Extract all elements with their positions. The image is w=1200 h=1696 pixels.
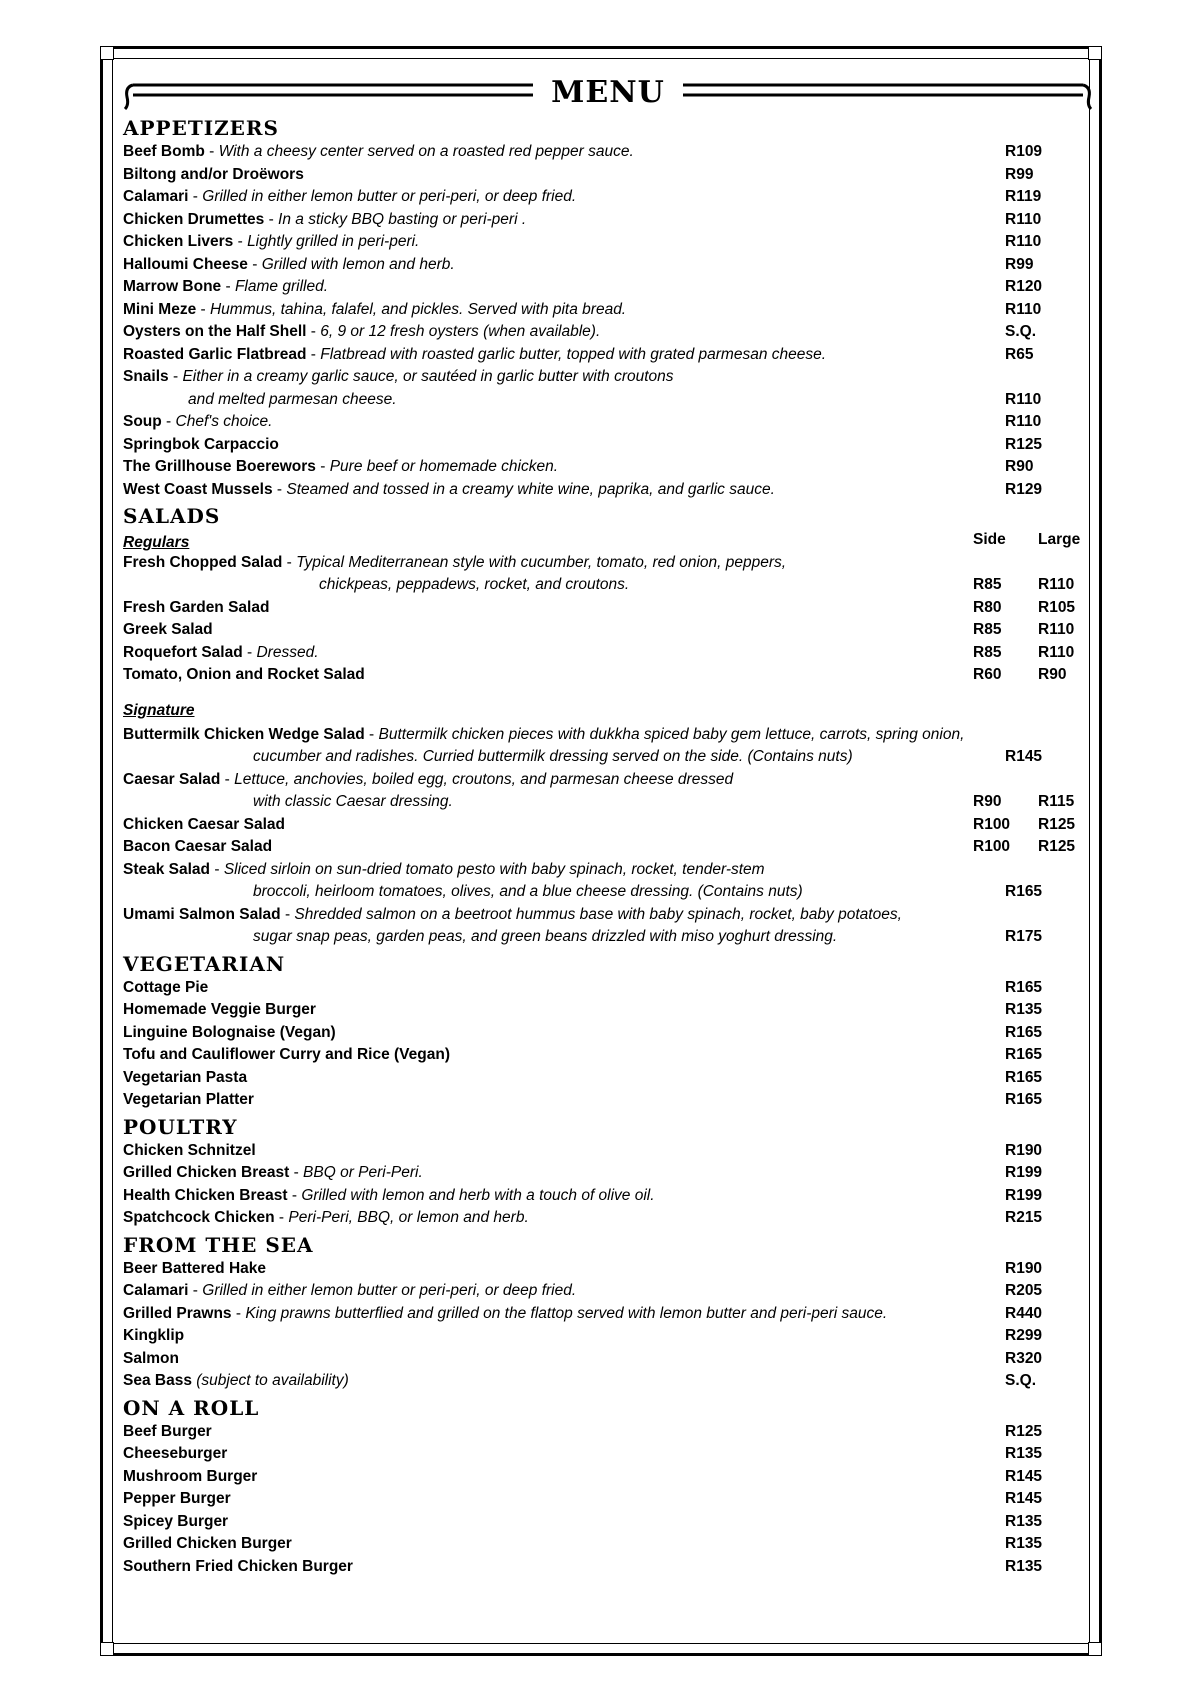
item-description: With a cheesy center served on a roasted red pepper sauce. bbox=[218, 143, 634, 160]
item-price-side: R85 bbox=[973, 576, 1002, 593]
menu-item bbox=[123, 664, 1093, 687]
item-name: West Coast Mussels bbox=[123, 480, 273, 498]
item-price-side: R100 bbox=[973, 838, 1011, 855]
item-description: Flatbread with roasted garlic butter, topped with grated parmesan cheese. bbox=[320, 345, 827, 363]
menu-item: Beef Bomb - With a cheesy center served on a roasted red pepper sauce. R109 bbox=[123, 141, 1093, 164]
large-column-label: Large bbox=[1038, 531, 1081, 548]
item-description: broccoli, heirloom tomatoes, olives, and a blue cheese dressing. (Contains nuts) bbox=[253, 883, 803, 900]
section-heading-vegetarian: VEGETARIAN bbox=[123, 951, 286, 976]
item-price: R165 bbox=[1005, 1023, 1043, 1041]
item-price-large: R110 bbox=[1038, 621, 1075, 638]
menu-item bbox=[123, 1140, 1093, 1163]
item-name: Grilled Chicken Breast bbox=[123, 1164, 290, 1181]
menu-item: Halloumi Cheese - Grilled with lemon and herb. R99 bbox=[123, 254, 1093, 277]
item-price: R145 bbox=[1005, 1490, 1043, 1507]
item-description: Grilled with lemon and herb. bbox=[261, 255, 455, 273]
item-name: Sea Bass bbox=[123, 1372, 192, 1389]
item-description: Peri-Peri, BBQ, or lemon and herb. bbox=[288, 1209, 529, 1226]
item-name: Grilled Chicken Burger bbox=[123, 1535, 292, 1552]
item-name: Chicken Livers bbox=[123, 233, 234, 250]
item-price: R165 bbox=[1005, 1091, 1043, 1108]
section-heading-on-a-roll: ON A ROLL bbox=[123, 1395, 260, 1420]
salads-regulars-header bbox=[123, 529, 1093, 552]
item-description: sugar snap peas, garden peas, and green beans drizzled with miso yoghurt dressing. bbox=[253, 928, 838, 945]
menu-item bbox=[123, 1466, 1093, 1489]
item-name: Southern Fried Chicken Burger bbox=[123, 1557, 353, 1575]
item-description: Sliced sirloin on sun-dried tomato pesto with baby spinach, rocket, tender-stem bbox=[223, 860, 765, 878]
item-name: Buttermilk Chicken Wedge Salad bbox=[123, 725, 365, 743]
item-name: Biltong and/or Droëwors bbox=[123, 165, 304, 183]
item-name: Calamari bbox=[123, 188, 189, 205]
item-name: Roquefort Salad bbox=[123, 643, 243, 661]
item-price: R110 bbox=[1005, 413, 1042, 430]
item-name: Beer Battered Hake bbox=[123, 1259, 267, 1277]
menu-item: Snails - Either in a creamy garlic sauce, or sautéed in garlic butter with croutons bbox=[123, 368, 674, 385]
item-description: BBQ or Peri-Peri. bbox=[303, 1164, 423, 1181]
item-description: 6, 9 or 12 fresh oysters (when available). bbox=[320, 323, 601, 340]
item-price: R125 bbox=[1005, 1422, 1043, 1440]
item-name: Cheeseburger bbox=[123, 1445, 228, 1462]
item-name: Vegetarian Platter bbox=[123, 1091, 254, 1108]
item-price: R65 bbox=[1005, 345, 1034, 363]
menu-item bbox=[123, 1370, 1093, 1393]
menu-item bbox=[123, 434, 1093, 457]
item-description: chickpeas, peppadews, rocket, and croutons. bbox=[319, 576, 630, 593]
item-name: Spatchcock Chicken bbox=[123, 1209, 275, 1226]
item-name: Pepper Burger bbox=[123, 1490, 231, 1507]
item-price: R135 bbox=[1005, 1535, 1043, 1552]
item-price: R135 bbox=[1005, 1557, 1043, 1575]
item-price: R135 bbox=[1005, 1445, 1043, 1462]
item-price: R320 bbox=[1005, 1349, 1043, 1367]
menu-item bbox=[123, 1488, 1093, 1511]
item-name: Umami Salmon Salad bbox=[123, 905, 281, 923]
item-description: and melted parmesan cheese. bbox=[188, 390, 397, 408]
menu-item: Roasted Garlic Flatbread - Flatbread with roasted garlic butter, topped with grated parmesan cheese. R65 bbox=[123, 344, 1093, 367]
item-price-side: R60 bbox=[973, 666, 1002, 683]
regular-salads-list bbox=[123, 552, 1093, 687]
item-name: Chicken Schnitzel bbox=[123, 1141, 256, 1159]
item-description: Grilled in either lemon butter or peri-peri, or deep fried. bbox=[202, 1282, 577, 1299]
item-name: Chicken Caesar Salad bbox=[123, 815, 285, 833]
side-column-label: Side bbox=[973, 531, 1006, 548]
seafood-list bbox=[123, 1258, 1093, 1393]
item-name: Tofu and Cauliflower Curry and Rice (Vegan) bbox=[123, 1046, 450, 1063]
border-corner bbox=[1088, 1642, 1102, 1656]
item-name: Beef Burger bbox=[123, 1422, 212, 1440]
menu-item-continued bbox=[123, 746, 1093, 769]
item-price: R99 bbox=[1005, 255, 1034, 273]
item-price: R109 bbox=[1005, 143, 1043, 160]
menu-item-continued bbox=[123, 574, 1093, 597]
menu-item bbox=[123, 1325, 1093, 1348]
item-description: Grilled in either lemon butter or peri-peri, or deep fried. bbox=[202, 188, 577, 205]
item-price-large: R110 bbox=[1038, 576, 1075, 593]
item-price: R215 bbox=[1005, 1209, 1043, 1226]
item-price-side: R85 bbox=[973, 621, 1002, 638]
item-price: R129 bbox=[1005, 480, 1043, 498]
item-price: R165 bbox=[1005, 883, 1043, 900]
menu-item: Calamari - Grilled in either lemon butter or peri-peri, or deep fried. R119 bbox=[123, 186, 1093, 209]
item-price: R205 bbox=[1005, 1282, 1043, 1299]
menu-item bbox=[123, 1089, 1093, 1112]
burgers-list bbox=[123, 1421, 1093, 1579]
menu-item: Buttermilk Chicken Wedge Salad - Buttermilk chicken pieces with dukkha spiced baby gem lettuce, carrots, spring onion, bbox=[123, 725, 965, 743]
item-name: Roasted Garlic Flatbread bbox=[123, 345, 307, 363]
item-name: Homemade Veggie Burger bbox=[123, 1001, 316, 1018]
item-name: Kingklip bbox=[123, 1327, 185, 1344]
item-name: Bacon Caesar Salad bbox=[123, 838, 273, 855]
item-price: R199 bbox=[1005, 1164, 1043, 1181]
item-description: Buttermilk chicken pieces with dukkha spiced baby gem lettuce, carrots, spring onion, bbox=[378, 725, 965, 743]
menu-item bbox=[123, 1258, 1093, 1281]
menu-item bbox=[123, 1067, 1093, 1090]
menu-item: Oysters on the Half Shell - 6, 9 or 12 fresh oysters (when available). S.Q. bbox=[123, 321, 1093, 344]
menu-item bbox=[123, 1421, 1093, 1444]
menu-item: Mini Meze - Hummus, tahina, falafel, and pickles. Served with pita bread. R110 bbox=[123, 299, 1093, 322]
item-price: R145 bbox=[1005, 1467, 1043, 1485]
item-price-large: R125 bbox=[1038, 815, 1076, 833]
section-heading-from-the-sea: FROM THE SEA bbox=[123, 1232, 314, 1257]
menu-item bbox=[123, 1533, 1093, 1556]
menu-item: Umami Salmon Salad - Shredded salmon on a beetroot hummus base with baby spinach, rocket, baby potatoes, bbox=[123, 905, 902, 923]
item-name: Vegetarian Pasta bbox=[123, 1068, 248, 1086]
regulars-label: Regulars bbox=[123, 534, 190, 551]
item-price: R145 bbox=[1005, 748, 1043, 765]
item-price: R99 bbox=[1005, 165, 1034, 183]
item-price: R190 bbox=[1005, 1141, 1043, 1159]
item-price: R110 bbox=[1005, 390, 1042, 408]
menu-item bbox=[123, 619, 1093, 642]
menu-item: Health Chicken Breast - Grilled with lemon and herb with a touch of olive oil. R199 bbox=[123, 1185, 1093, 1208]
item-price: S.Q. bbox=[1005, 323, 1037, 340]
item-description: Grilled with lemon and herb with a touch of olive oil. bbox=[301, 1186, 655, 1204]
item-name: The Grillhouse Boerewors bbox=[123, 458, 316, 475]
menu-item-continued bbox=[123, 791, 1093, 814]
item-price-side: R100 bbox=[973, 815, 1011, 833]
item-price: R199 bbox=[1005, 1186, 1043, 1204]
menu-item bbox=[123, 836, 1093, 859]
menu-item: Grilled Chicken Breast - BBQ or Peri-Peri. R199 bbox=[123, 1162, 1093, 1185]
item-description: King prawns butterflied and grilled on the flattop served with lemon butter and peri-peri sauce. bbox=[245, 1304, 888, 1322]
section-heading-appetizers: APPETIZERS bbox=[123, 116, 279, 140]
menu-item bbox=[123, 999, 1093, 1022]
item-price: R165 bbox=[1005, 1046, 1043, 1063]
item-price-large: R105 bbox=[1038, 598, 1076, 616]
item-name: Salmon bbox=[123, 1349, 179, 1367]
item-price: R165 bbox=[1005, 1068, 1043, 1086]
item-price-large: R115 bbox=[1038, 793, 1075, 810]
menu-item bbox=[123, 597, 1093, 620]
item-price: R175 bbox=[1005, 928, 1043, 945]
item-price-large: R110 bbox=[1038, 643, 1075, 661]
item-price: R135 bbox=[1005, 1512, 1043, 1530]
item-name: Halloumi Cheese bbox=[123, 255, 248, 273]
item-price: R299 bbox=[1005, 1327, 1043, 1344]
menu-item bbox=[123, 1022, 1093, 1045]
menu-item bbox=[123, 1556, 1093, 1579]
menu-item: Marrow Bone - Flame grilled. R120 bbox=[123, 276, 1093, 299]
item-price-large: R125 bbox=[1038, 838, 1076, 855]
item-name: Steak Salad bbox=[123, 860, 211, 878]
item-name: Mini Meze bbox=[123, 300, 197, 318]
item-name: Linguine Bolognaise (Vegan) bbox=[123, 1023, 336, 1041]
item-description: Flame grilled. bbox=[234, 278, 328, 295]
menu-item: The Grillhouse Boerewors - Pure beef or homemade chicken. R90 bbox=[123, 456, 1093, 479]
item-description: Hummus, tahina, falafel, and pickles. Served with pita bread. bbox=[209, 300, 627, 318]
item-name: Soup bbox=[123, 413, 162, 430]
item-price-side: R85 bbox=[973, 643, 1002, 661]
menu-item: Chicken Livers - Lightly grilled in peri-peri. R110 bbox=[123, 231, 1093, 254]
item-name: Marrow Bone bbox=[123, 278, 222, 295]
border-corner bbox=[1088, 46, 1102, 60]
item-description: (subject to availability) bbox=[196, 1372, 349, 1389]
item-name: Oysters on the Half Shell bbox=[123, 323, 307, 340]
item-description: Lightly grilled in peri-peri. bbox=[247, 233, 420, 250]
poultry-list bbox=[123, 1140, 1093, 1230]
item-price-side: R80 bbox=[973, 598, 1002, 616]
appetizers-list bbox=[123, 141, 1093, 501]
menu-item-continued bbox=[123, 926, 1093, 949]
item-name: Grilled Prawns bbox=[123, 1304, 232, 1322]
item-description: In a sticky BBQ basting or peri-peri . bbox=[278, 210, 527, 228]
menu-item bbox=[123, 164, 1093, 187]
item-price: R110 bbox=[1005, 300, 1042, 318]
menu-item bbox=[123, 977, 1093, 1000]
item-description: Chef's choice. bbox=[175, 413, 273, 430]
item-name: Springbok Carpaccio bbox=[123, 435, 279, 453]
menu-content bbox=[123, 73, 1093, 1578]
item-description: Typical Mediterranean style with cucumber, tomato, red onion, peppers, bbox=[296, 553, 787, 571]
item-name: Fresh Garden Salad bbox=[123, 598, 270, 616]
item-name: Cottage Pie bbox=[123, 978, 209, 996]
item-description: Shredded salmon on a beetroot hummus base with baby spinach, rocket, baby potatoes, bbox=[294, 905, 902, 923]
menu-item bbox=[123, 1511, 1093, 1534]
signature-label: Signature bbox=[123, 701, 195, 719]
border-corner bbox=[100, 46, 114, 60]
menu-item: Chicken Drumettes - In a sticky BBQ basting or peri-peri . R110 bbox=[123, 209, 1093, 232]
item-price: R125 bbox=[1005, 435, 1043, 453]
item-name: Snails bbox=[123, 368, 169, 385]
item-description: Pure beef or homemade chicken. bbox=[329, 458, 559, 475]
menu-item: Steak Salad - Sliced sirloin on sun-dried tomato pesto with baby spinach, rocket, tender-stem bbox=[123, 860, 765, 878]
menu-item: Caesar Salad - Lettuce, anchovies, boiled egg, croutons, and parmesan cheese dressed bbox=[123, 770, 734, 788]
menu-item: Grilled Prawns - King prawns butterflied and grilled on the flattop served with lemon butter and peri-peri sauce. R440 bbox=[123, 1303, 1093, 1326]
item-price-large: R90 bbox=[1038, 666, 1067, 683]
menu-item: Soup - Chef's choice. R110 bbox=[123, 411, 1093, 434]
item-description: cucumber and radishes. Curried buttermilk dressing served on the side. (Contains nuts) bbox=[253, 748, 853, 765]
menu-item: Roquefort Salad - Dressed. R85 R110 bbox=[123, 642, 1093, 665]
item-description: Lettuce, anchovies, boiled egg, croutons, and parmesan cheese dressed bbox=[234, 770, 734, 788]
item-description: with classic Caesar dressing. bbox=[253, 793, 453, 810]
vegetarian-list bbox=[123, 977, 1093, 1112]
item-price: R110 bbox=[1005, 210, 1042, 228]
item-name: Spicey Burger bbox=[123, 1512, 229, 1530]
menu-item bbox=[123, 814, 1093, 837]
section-heading-salads: SALADS bbox=[123, 504, 221, 528]
item-name: Health Chicken Breast bbox=[123, 1186, 288, 1204]
menu-item: Calamari - Grilled in either lemon butter or peri-peri, or deep fried. R205 bbox=[123, 1280, 1093, 1303]
item-price: R440 bbox=[1005, 1304, 1043, 1322]
item-name: Caesar Salad bbox=[123, 770, 221, 788]
item-price: S.Q. bbox=[1005, 1372, 1037, 1389]
item-price: R135 bbox=[1005, 1001, 1043, 1018]
item-price-side: R90 bbox=[973, 793, 1002, 810]
signature-salads-list bbox=[123, 724, 1093, 949]
menu-item bbox=[123, 1044, 1093, 1067]
border-corner bbox=[100, 1642, 114, 1656]
menu-title-row bbox=[123, 73, 1093, 111]
item-price: R190 bbox=[1005, 1259, 1043, 1277]
item-name: Beef Bomb bbox=[123, 143, 205, 160]
menu-item-continued bbox=[123, 881, 1093, 904]
item-price: R165 bbox=[1005, 978, 1043, 996]
menu-item: Spatchcock Chicken - Peri-Peri, BBQ, or lemon and herb. R215 bbox=[123, 1207, 1093, 1230]
menu-item bbox=[123, 1443, 1093, 1466]
item-price: R90 bbox=[1005, 458, 1034, 475]
item-name: Calamari bbox=[123, 1282, 189, 1299]
item-description: Steamed and tossed in a creamy white wine, paprika, and garlic sauce. bbox=[286, 480, 775, 498]
item-description: Dressed. bbox=[256, 643, 319, 661]
item-price: R120 bbox=[1005, 278, 1043, 295]
menu-title: MENU bbox=[551, 75, 665, 110]
item-name: Mushroom Burger bbox=[123, 1467, 258, 1485]
menu-item bbox=[123, 1348, 1093, 1371]
menu-item-continued bbox=[123, 389, 1093, 412]
item-name: Chicken Drumettes bbox=[123, 210, 265, 228]
item-name: Tomato, Onion and Rocket Salad bbox=[123, 666, 365, 683]
item-description: Either in a creamy garlic sauce, or sautéed in garlic butter with croutons bbox=[182, 368, 674, 385]
item-name: Fresh Chopped Salad bbox=[123, 553, 283, 571]
item-price: R110 bbox=[1005, 233, 1042, 250]
section-heading-poultry: POULTRY bbox=[123, 1114, 238, 1139]
item-name: Greek Salad bbox=[123, 621, 213, 638]
menu-item: West Coast Mussels - Steamed and tossed in a creamy white wine, paprika, and garlic sauce. R129 bbox=[123, 479, 1093, 502]
item-price: R119 bbox=[1005, 188, 1042, 205]
menu-item: Fresh Chopped Salad - Typical Mediterranean style with cucumber, tomato, red onion, peppers, bbox=[123, 553, 787, 571]
